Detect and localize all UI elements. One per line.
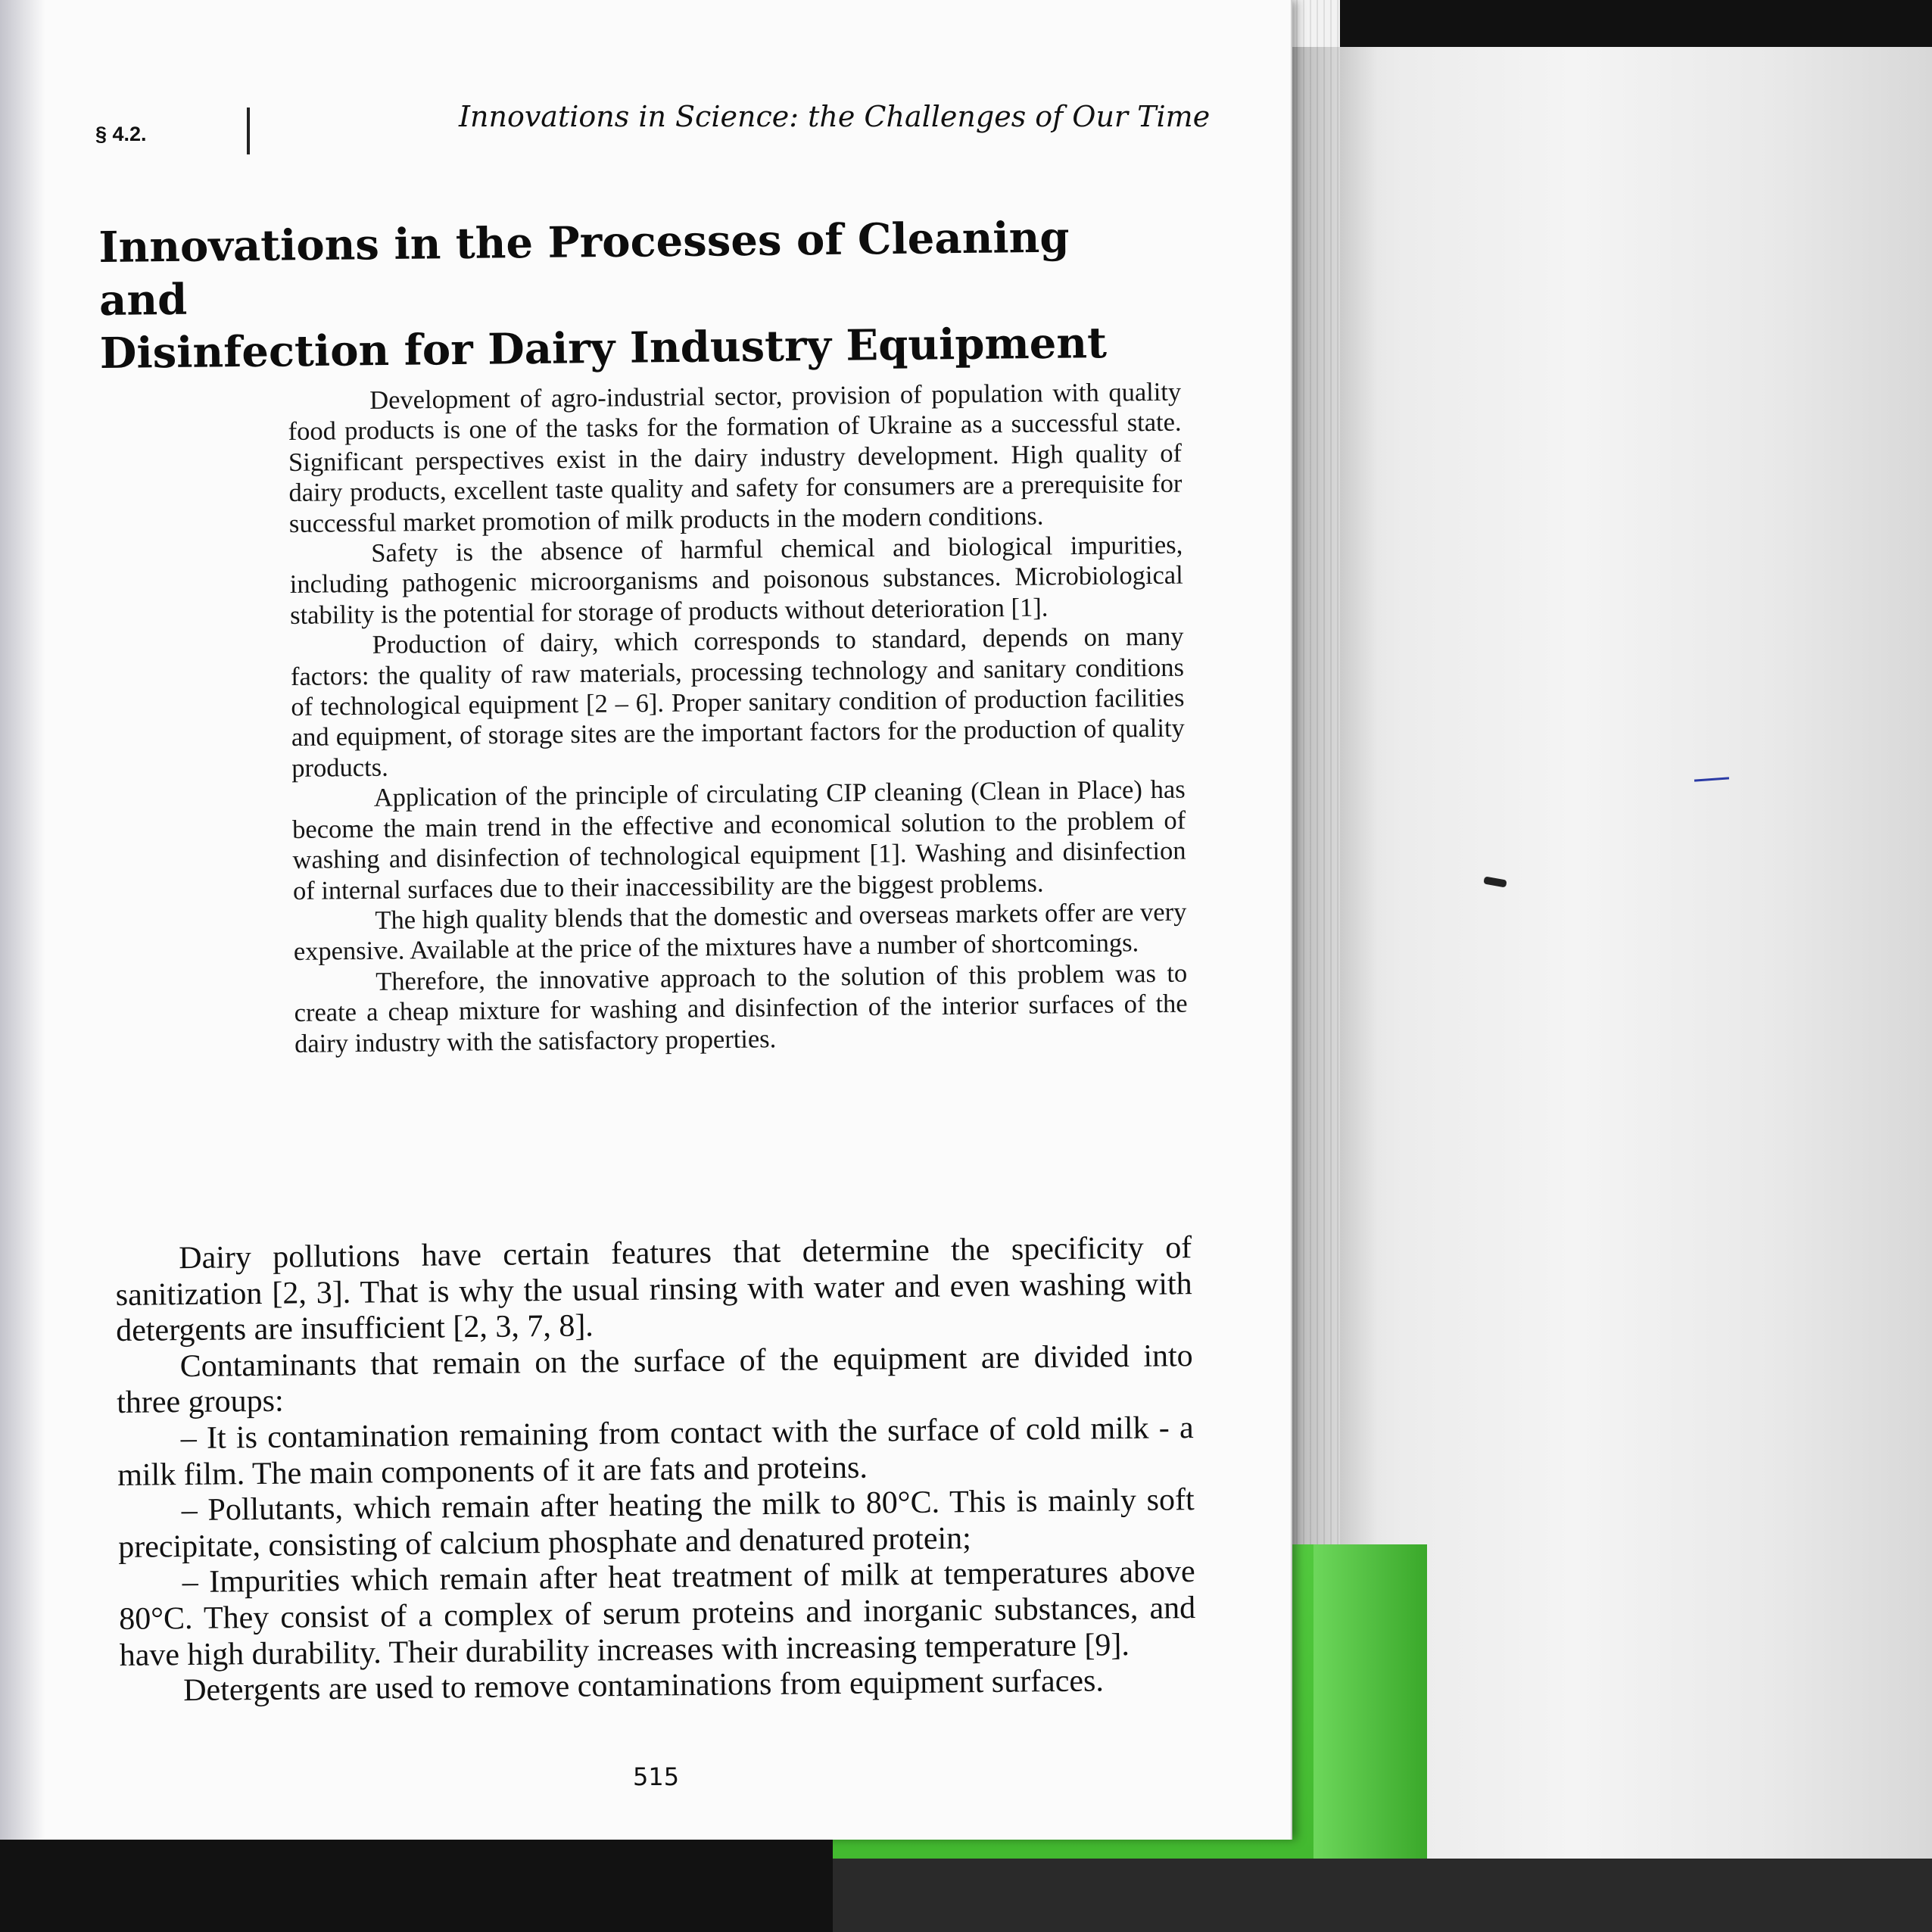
body-paragraph: Dairy pollutions have certain features that determine the specificity of sanitization [2, 3]. That is why the usual rinsing with water and even washing with detergents are insufficient [2, 3, 7, 8].	[115, 1230, 1192, 1349]
abstract-paragraph: Development of agro-industrial sector, provision of population with quality food products is one of the tasks for the formation of Ukraine as a successful state. Significant perspectives exist in the dairy industry development. High quality of dairy products, excellent taste quality and safety for consumers are a prerequisite for successful market promotion of milk products in the modern conditions.	[288, 377, 1183, 538]
body-paragraph: Detergents are used to remove contaminations from equipment surfaces.	[182, 1663, 1105, 1709]
green-cover-edge	[1313, 1544, 1427, 1870]
running-head-title: Innovations in Science: the Challenges of Our Time	[459, 100, 1211, 133]
abstract-paragraph: Application of the principle of circulating CIP cleaning (Clean in Place) has become the main trend in the effective and economical solution to the problem of washing and disinfection of technological equipment [1]. Washing and disinfection of internal surfaces due to their inaccessibility are the biggest problems.	[291, 774, 1186, 905]
abstract-paragraph: Safety is the absence of harmful chemical and biological impurities, including pathogenic microorganisms and poisonous substances. Microbiological stability is the potential for storage of products without deterioration [1].	[289, 530, 1183, 630]
page-number: 515	[633, 1762, 680, 1791]
abstract-paragraph: The high quality blends that the domestic and overseas markets offer are very expensive. Available at the price of the mixtures have a number of shortcomings.	[293, 897, 1187, 967]
page-gutter-shade	[0, 0, 45, 1840]
abstract-paragraph: Therefore, the innovative approach to the solution of this problem was to create a cheap mixture for washing and disinfection of the interior surfaces of the dairy industry with the satisfactory properties.	[294, 958, 1188, 1058]
section-number: § 4.2.	[95, 123, 147, 145]
body-list-item: – Pollutants, which remain after heating the milk to 80°C. This is mainly soft precipitate, consisting of calcium phosphate and denatured protein;	[117, 1482, 1195, 1565]
title-line-1: Innovations in the Processes of Cleaning and	[98, 212, 1070, 326]
body-list-item: – Impurities which remain after heat treatment of milk at temperatures above 80°C. They consist of a complex of serum proteins and inorganic substances, and have high durability. Their durability increases with increasing temperature [9].	[118, 1554, 1196, 1673]
article-title	[98, 210, 1145, 380]
scanner-background	[772, 1859, 1932, 1932]
running-head	[95, 100, 1211, 153]
abstract-paragraph: Production of dairy, which corresponds to standard, depends on many factors: the quality of raw materials, processing technology and sanitary conditions of technological equipment [2 – 6]. Proper sanitary condition of production facilities and equipment, of storage sites are the important factors for the production of quality products.	[290, 622, 1185, 783]
scanner-edge	[0, 1840, 833, 1932]
body-list-item: – It is contamination remaining from contact with the surface of cold milk - a milk film. The main components of it are fats and proteins.	[117, 1410, 1194, 1493]
header-divider	[247, 108, 250, 154]
abstract	[288, 377, 1188, 1059]
body-text	[115, 1230, 1196, 1710]
body-paragraph: Contaminants that remain on the surface of the equipment are divided into three groups:	[116, 1338, 1193, 1421]
title-line-2: Disinfection for Dairy Industry Equipment	[99, 318, 1108, 379]
